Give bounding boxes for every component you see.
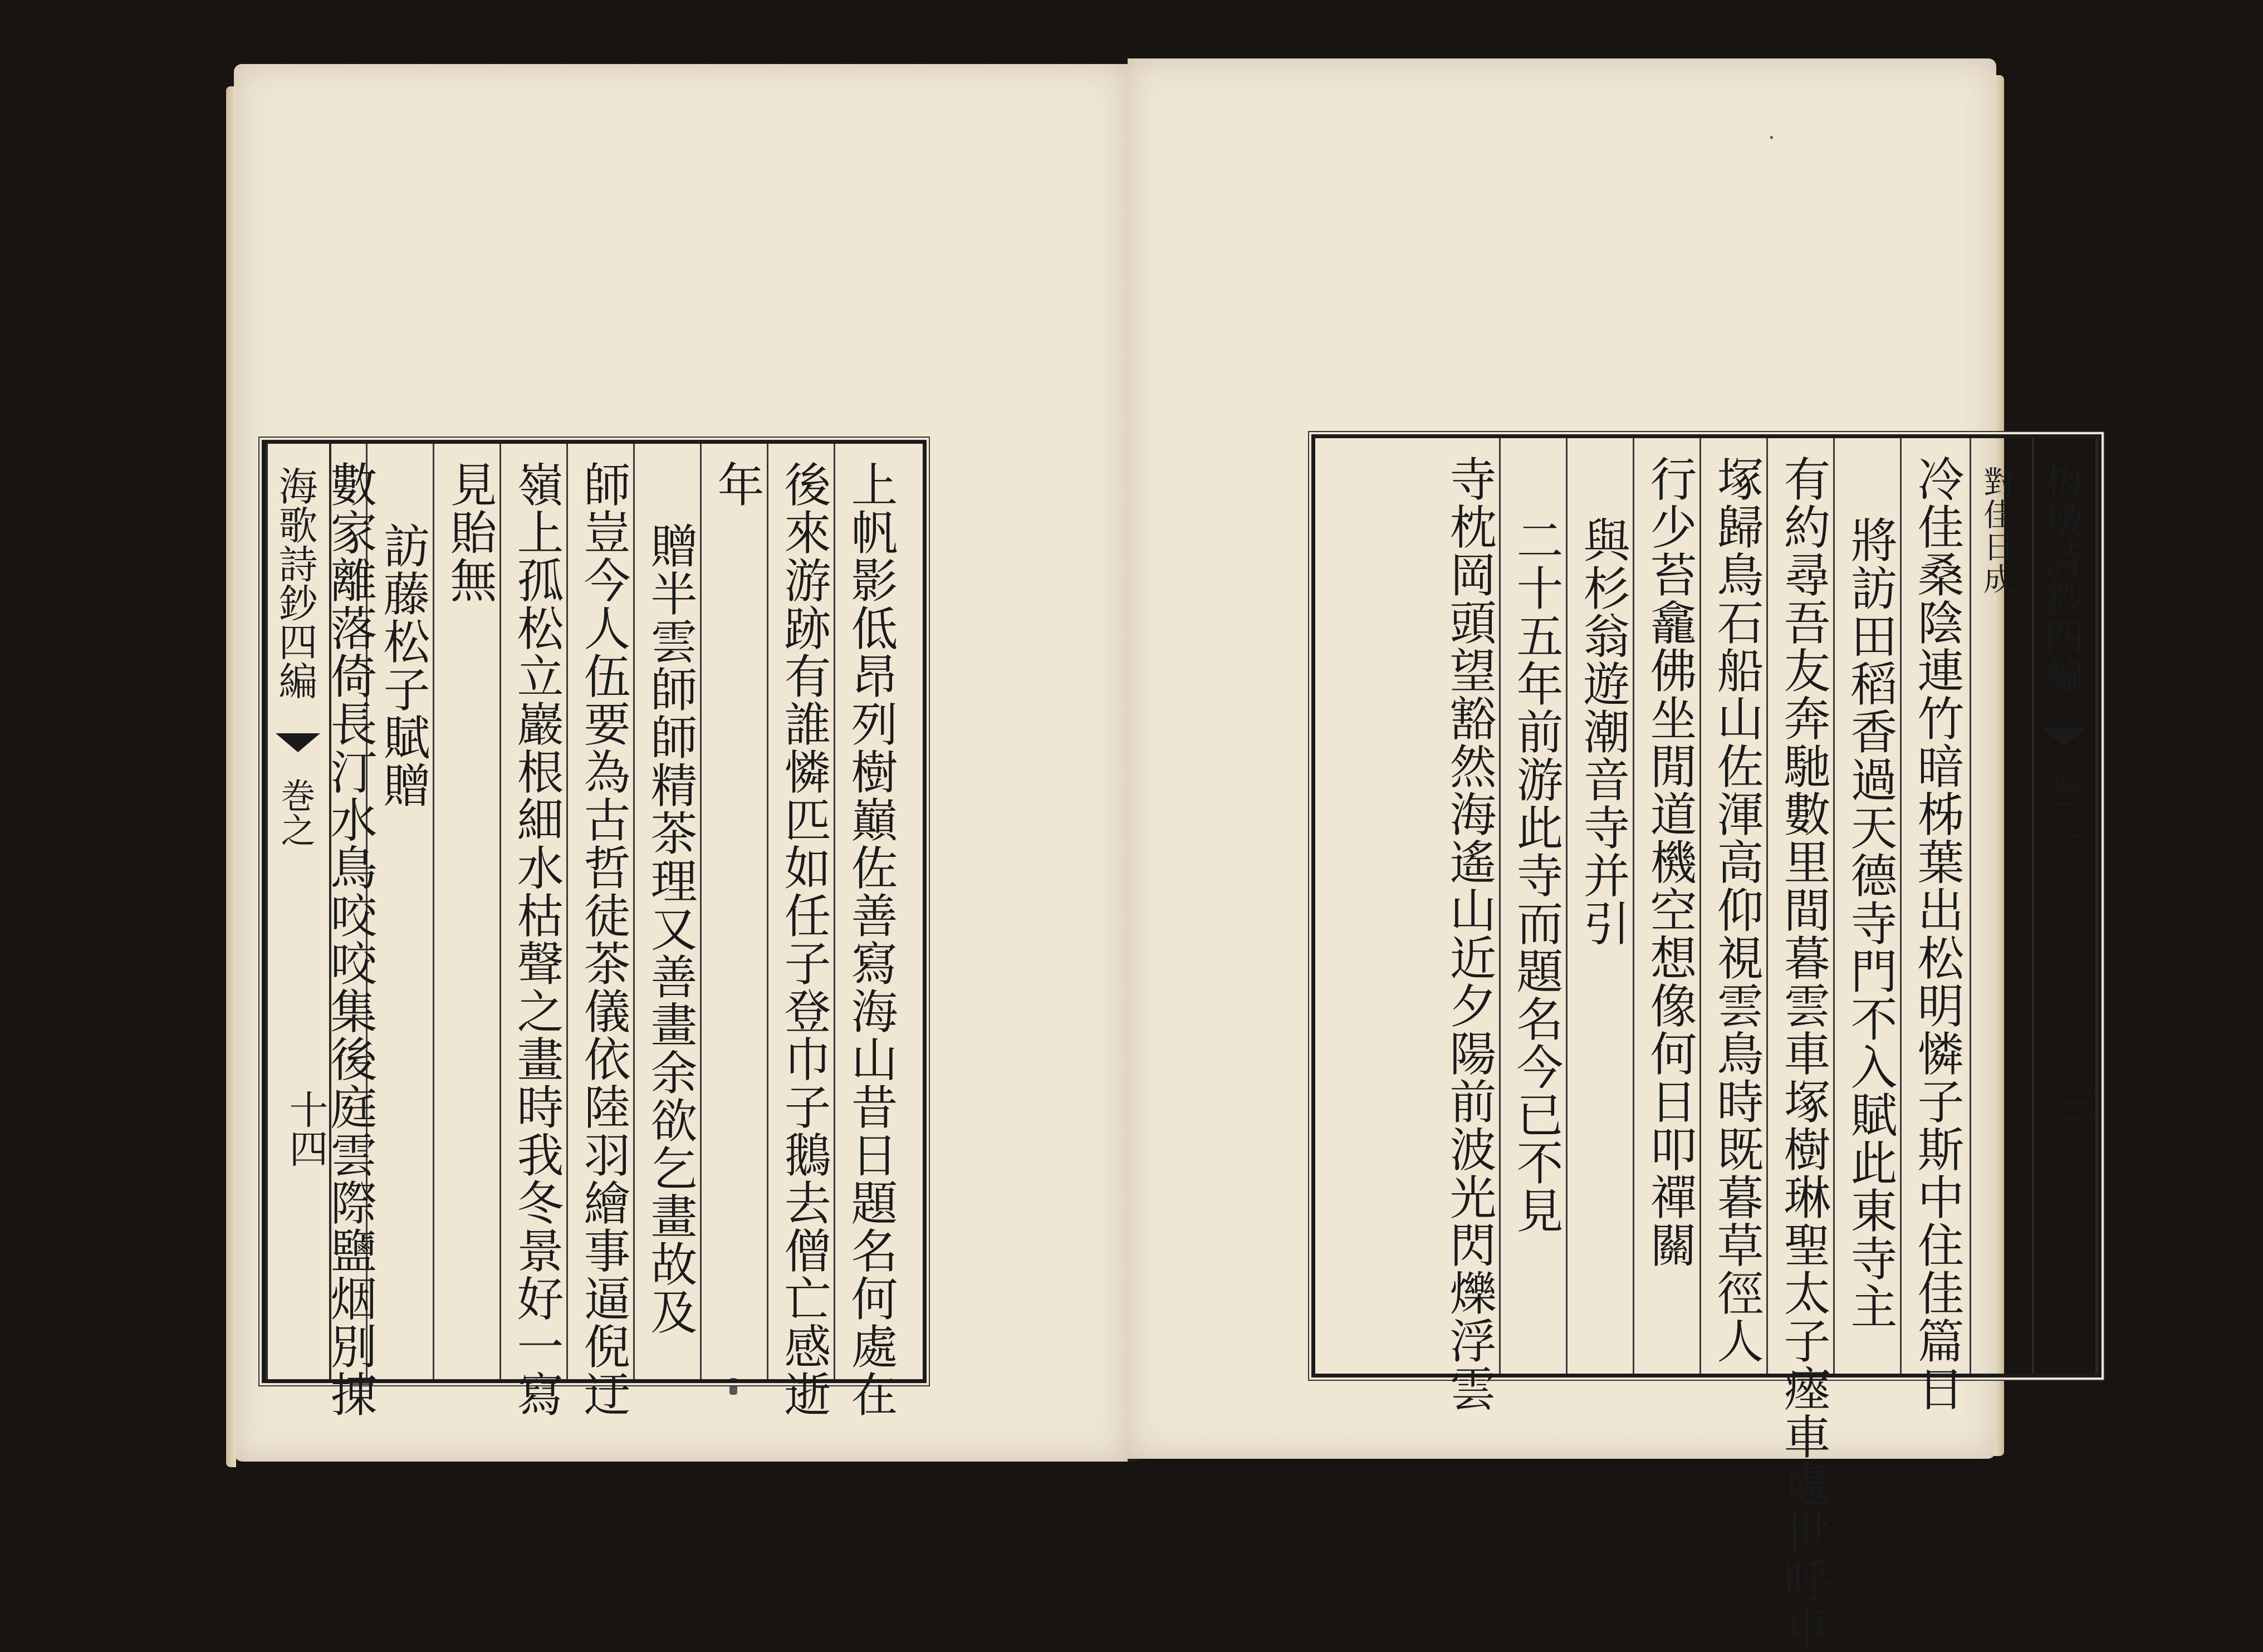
left-column-2: 後來游跡有誰憐匹如任子登巾子鵝去僧亡感逝 bbox=[777, 460, 831, 1418]
right-column-7: 與杉翁遊潮音寺并引 bbox=[1576, 516, 1630, 947]
left-page-spine bbox=[266, 444, 331, 1379]
left-page bbox=[234, 64, 1128, 1462]
left-page-edge bbox=[226, 86, 236, 1467]
left-text-block bbox=[262, 440, 927, 1418]
column-rule bbox=[1699, 438, 1701, 1374]
left-header-title: 海歌詩鈔四編 bbox=[272, 466, 318, 700]
left-column-4: 贈半雲師師精茶理又善畫余欲乞畫故及 bbox=[643, 522, 698, 1336]
right-header-volume: 巻三 bbox=[2041, 772, 2082, 841]
column-rule bbox=[1833, 438, 1835, 1374]
fish-tail-mark bbox=[276, 733, 320, 752]
fish-tail-mark bbox=[2042, 728, 2086, 747]
column-rule bbox=[1499, 438, 1501, 1374]
right-page bbox=[1128, 58, 2095, 1652]
column-rule bbox=[433, 444, 434, 1379]
right-column-3: 將訪田稻香過天德寺門不入賦此東寺主 bbox=[1843, 516, 1898, 1330]
column-rule bbox=[700, 444, 702, 1379]
left-folio: 十四 bbox=[283, 1090, 329, 1168]
book-spread bbox=[234, 53, 2095, 1652]
left-column-8: 訪藤松子賦贈 bbox=[376, 522, 430, 809]
right-column-9: 寺枕岡頭望豁然海遙山近夕陽前波光閃爍浮雲 bbox=[1442, 455, 1497, 1413]
right-column-4: 有約尋吾友奔馳數里間暮雲車塚樹琳聖太子瘞車處世呼車 bbox=[1776, 455, 1831, 1652]
left-column-1: 上帆影低昂列樹巔佐善寫海山昔日題名何處在 bbox=[844, 460, 898, 1418]
left-column-3: 年 bbox=[710, 460, 765, 508]
column-rule bbox=[834, 444, 835, 1379]
column-rule bbox=[1970, 438, 1971, 1374]
column-rule bbox=[1766, 438, 1768, 1374]
right-page-spine bbox=[2032, 438, 2098, 1374]
column-rule bbox=[633, 444, 635, 1379]
pencil-mark: · bbox=[1768, 125, 1775, 151]
right-column-5: 塚歸鳥石船山佐渾高仰視雲鳥時既暮草徑人 bbox=[1710, 455, 1764, 1365]
column-rule bbox=[566, 444, 568, 1379]
column-rule bbox=[1633, 438, 1634, 1374]
column-rule bbox=[767, 444, 768, 1379]
left-column-7: 見貽無 bbox=[443, 460, 497, 604]
left-column-6: 嶺上孤松立巖根細水枯聲之畫時我冬景好一寫 bbox=[510, 460, 564, 1418]
right-column-6: 行少苔龕佛坐閒道機空想像何日叩禪關 bbox=[1643, 455, 1697, 1269]
right-header-title: 梅墩詩鈔四編 bbox=[2039, 460, 2084, 694]
right-column-1: 對佳日成 bbox=[1978, 466, 2015, 595]
column-rule bbox=[1900, 438, 1902, 1374]
right-column-2: 冷佳桑陰連竹暗柹葉出松明憐子斯中住佳篇日 bbox=[1910, 455, 1965, 1413]
left-header-volume: 巻之 bbox=[275, 778, 316, 847]
right-column-8: 二十五年前游此寺而題名今已不見 bbox=[1509, 516, 1564, 1234]
column-rule bbox=[499, 444, 501, 1379]
left-column-9: 數家離落倚長汀水鳥咬咬集後庭雲際鹽烟別㨂 bbox=[323, 460, 378, 1418]
right-folio: 三 bbox=[2049, 1084, 2095, 1123]
right-text-block bbox=[1311, 434, 2102, 1652]
left-column-5: 師豈今人伍要為古哲徒茶儀依陸羽繪事逼倪迂 bbox=[576, 460, 631, 1418]
column-rule bbox=[1566, 438, 1568, 1374]
